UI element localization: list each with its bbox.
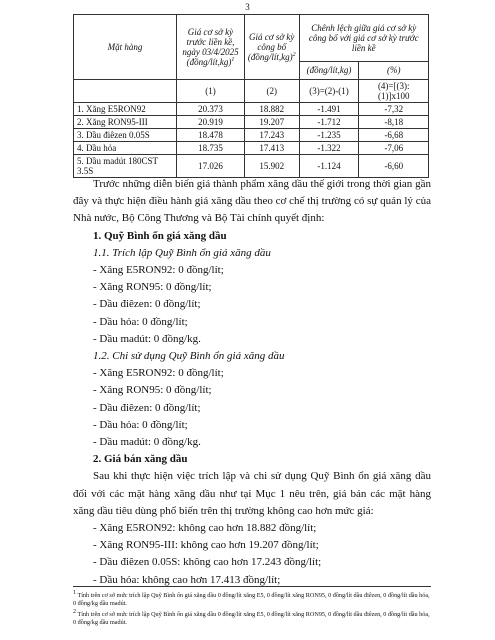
list-item: - Xăng RON95-III: không cao hơn 19.207 đồng/lít; [93, 539, 319, 552]
list-item: - Xăng RON95: 0 đồng/lít; [93, 384, 212, 397]
row-pct: -8,18 [359, 116, 429, 129]
row-curr: 18.882 [244, 103, 299, 116]
list-item: - Dầu điêzen: 0 đồng/lít; [93, 401, 201, 414]
footnote: $^2$ Tính trên cơ sở mức trích lập Quỹ Bình ổn giá xăng dầu 0 đồng/lít xăng E5, 0 đồng/lít xăng RON95, 0 đồng/lít dầu điêzen, 0 đồng/lít dầu hỏa, 0 đồng/kg dầu madút. [73, 609, 430, 627]
row-name: 3. Dầu điêzen 0.05S [74, 129, 177, 142]
table-row [74, 155, 429, 178]
footnotes [73, 586, 431, 627]
list-item: - Dầu điêzen 0.05S: không cao hơn 17.243 đồng/lít; [93, 556, 322, 569]
footnote: $^1$ Tính trên cơ sở mức trích lập Quỹ Bình ổn giá xăng dầu 0 đồng/lít xăng E5, 0 đồng/lít xăng RON95, 0 đồng/lít dầu điêzen, 0 đồng/lít dầu hỏa, 0 đồng/kg dầu madút. [73, 590, 430, 608]
list-item: - Dầu hỏa: 0 đồng/lít; [93, 418, 188, 431]
section-1-title: 1. Quỹ Bình ổn giá xăng dầu [93, 229, 227, 242]
header-item: Mặt hàng [74, 15, 177, 80]
footnote-mark: 2 [73, 609, 76, 616]
row-pct: -6,68 [359, 129, 429, 142]
header-diff: Chênh lệch giữa giá cơ sở kỳ công bố với giá cơ sở kỳ trước liền kề [299, 15, 428, 62]
row-pct: -7,06 [359, 142, 429, 155]
section-2-intro: Sau khi thực hiện việc trích lập và chi sử dụng Quỹ Bình ổn giá xăng dầu đối với các mặt hàng xăng dầu như tại Mục 1 nêu trên, giá bán các mặt hàng xăng dầu tiêu dùng phổ biến trên thị trường không cao hơn mức giá: [73, 470, 431, 517]
list-item: - Xăng E5RON92: 0 đồng/lít; [93, 367, 224, 380]
index-1: (1) [177, 80, 245, 103]
list-item: - Xăng E5RON92: 0 đồng/lít; [93, 264, 224, 277]
row-pct: -7,32 [359, 103, 429, 116]
document-body [73, 176, 431, 589]
row-prev: 18.735 [177, 142, 245, 155]
price-table [73, 14, 429, 178]
table-row [74, 129, 429, 142]
list-item: - Xăng E5RON92: không cao hơn 18.882 đồng/lít; [93, 522, 317, 535]
list-item: - Dầu hỏa: không cao hơn 17.413 đồng/lít; [93, 573, 281, 586]
row-curr: 15.902 [244, 155, 299, 178]
list-item: - Dầu madút: 0 đồng/kg. [93, 332, 201, 345]
row-name: 1. Xăng E5RON92 [74, 103, 177, 116]
footnote-ref-1: 1 [231, 57, 235, 63]
row-prev: 18.478 [177, 129, 245, 142]
row-pct: -6,60 [359, 155, 429, 178]
index-3: (3)=(2)-(1) [299, 80, 359, 103]
row-diff: -1.235 [299, 129, 359, 142]
footnote-ref-2: 2 [292, 52, 296, 58]
row-diff: -1.322 [299, 142, 359, 155]
table-header-row [74, 15, 429, 62]
row-diff: -1.124 [299, 155, 359, 178]
header-pct-unit: (%) [359, 61, 429, 79]
row-curr: 19.207 [244, 116, 299, 129]
footnote-mark: 1 [73, 590, 76, 596]
section-2-title: 2. Giá bán xăng dầu [93, 453, 188, 466]
table-row [74, 103, 429, 116]
row-prev: 17.026 [177, 155, 245, 178]
page-number: 3 [245, 2, 250, 12]
list-item: - Dầu madút: 0 đồng/kg. [93, 436, 201, 449]
intro-paragraph: Trước những diễn biến giá thành phẩm xăng dầu thế giới trong thời gian gần đây và thực hiện điều hành giá xăng dầu theo cơ chế thị trường có sự quản lý của Nhà nước, Bộ Công Thương và Bộ Tài chính quyết định: [73, 178, 431, 225]
row-diff: -1.712 [299, 116, 359, 129]
row-name: 5. Dầu madút 180CST 3.5S [74, 155, 177, 178]
row-diff: -1.491 [299, 103, 359, 116]
table-row [74, 116, 429, 129]
index-4: (4)=[(3):(1)]x100 [359, 80, 429, 103]
row-prev: 20.373 [177, 103, 245, 116]
row-curr: 17.413 [244, 142, 299, 155]
section-1-1-title: 1.1. Trích lập Quỹ Bình ổn giá xăng dầu [93, 246, 271, 259]
row-name: 4. Dầu hỏa [74, 142, 177, 155]
index-2: (2) [244, 80, 299, 103]
table-index-row [74, 80, 429, 103]
list-item: - Dầu điêzen: 0 đồng/lít; [93, 298, 201, 311]
row-prev: 20.919 [177, 116, 245, 129]
list-item: - Xăng RON95: 0 đồng/lít; [93, 281, 212, 294]
header-curr-price: Giá cơ sở kỳ công bố (đồng/lít,kg)$^2$ [244, 15, 299, 80]
row-curr: 17.243 [244, 129, 299, 142]
table-row [74, 142, 429, 155]
header-prev-price: Giá cơ sở kỳ trước liền kề, ngày 03/4/2025 (đồng/lít,kg)$^1$ [177, 15, 245, 80]
section-1-2-title: 1.2. Chi sử dụng Quỹ Bình ổn giá xăng dầu [93, 350, 285, 363]
header-diff-unit: (đồng/lít,kg) [299, 61, 359, 79]
list-item: - Dầu hỏa: 0 đồng/lít; [93, 315, 188, 328]
row-name: 2. Xăng RON95-III [74, 116, 177, 129]
